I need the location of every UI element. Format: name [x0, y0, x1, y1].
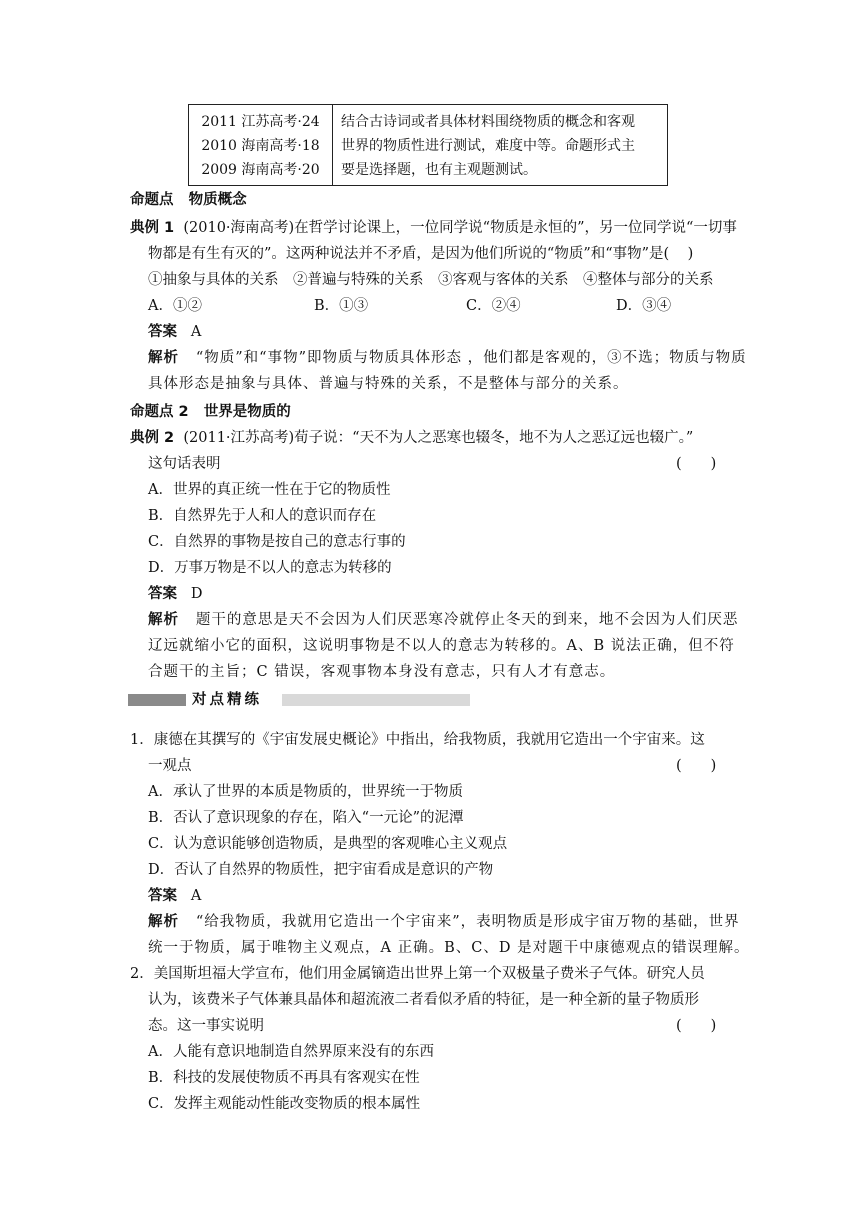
answer-paren: ( ) [676, 1018, 717, 1034]
example-stem-text: 这句话表明 [148, 456, 221, 472]
section-bar-left [128, 694, 186, 706]
example-stem-text: 物都是有生有灭的”。这两种说法并不矛盾，是因为他们所说的“物质”和“事物”是( [148, 246, 670, 262]
answer-label: 答案 [148, 586, 177, 602]
example-2-analysis [148, 610, 738, 630]
option-c: C．认为意识能够创造物质，是典型的客观唯心主义观点 [148, 836, 508, 852]
analysis-text: 具体形态是抽象与具体、普遍与特殊的关系，不是整体与部分的关系。 [148, 376, 629, 392]
point-title: 物质概念 [188, 192, 247, 208]
example-1-stem [130, 218, 737, 238]
section-title: 对点精练 [192, 692, 262, 708]
option-d: D．万事万物是不以人的意志为转移的 [148, 560, 392, 576]
analysis-text: 合题干的主旨；C 错误，客观事物本身没有意志，只有人才有意志。 [148, 664, 616, 680]
example-1-answer [148, 322, 201, 342]
exam-info-table [188, 104, 668, 186]
point-2-heading [130, 402, 291, 422]
analysis-label: 解析 [148, 914, 179, 930]
option-a: A．人能有意识地制造自然界原来没有的东西 [148, 1044, 434, 1060]
answer-value: A [190, 324, 202, 340]
analysis-label: 解析 [148, 612, 179, 628]
option-c: C．②④ [466, 298, 521, 314]
option-d: D．否认了自然界的物质性，把宇宙看成是意识的产物 [148, 862, 494, 878]
question-1-answer [148, 886, 201, 906]
analysis-text: 辽远就缩小它的面积，这说明事物是不以人的意志为转移的。A、B 说法正确，但不符 [148, 638, 735, 654]
answer-value: D [190, 586, 203, 602]
answer-value: A [190, 888, 202, 904]
option-b: B．自然界先于人和人的意识而存在 [148, 508, 377, 524]
analysis-label: 解析 [148, 350, 179, 366]
point-label: 命题点 2 [130, 404, 189, 420]
answer-paren: ( ) [676, 758, 717, 774]
answer-label: 答案 [148, 324, 177, 340]
example-1-analysis [148, 348, 747, 368]
example-2-stem [130, 428, 693, 448]
analysis-text: 题干的意思是天不会因为人们厌恶寒冷就停止冬天的到来，地不会因为人们厌恶 [195, 612, 739, 628]
option-b: B．否认了意识现象的存在，陷入“一元论”的泥潭 [148, 810, 464, 826]
point-1-heading [130, 190, 247, 210]
example-stem-text: (2010·海南高考)在哲学讨论课上，一位同学说“物质是永恒的”，另一位同学说“一切事 [183, 220, 737, 236]
example-stem-text: (2011·江苏高考)荀子说：“天不为人之恶寒也辍冬，地不为人之恶辽远也辍广。” [183, 430, 694, 446]
exam-description-line: 要是选择题，也有主观题测试。 [341, 162, 537, 178]
example-2-answer [148, 584, 202, 604]
answer-label: 答案 [148, 888, 177, 904]
option-d: D．③④ [616, 298, 672, 314]
option-a: A．承认了世界的本质是物质的，世界统一于物质 [148, 784, 463, 800]
example-1-stem-cont [148, 244, 693, 264]
example-label: 典例 2 [130, 430, 175, 446]
option-c: C．发挥主观能动性能改变物质的根本属性 [148, 1096, 421, 1112]
analysis-text: “给我物质，我就用它造出一个宇宙来”，表明物质是形成宇宙万物的基础，世界 [195, 914, 740, 930]
option-b: B．科技的发展使物质不再具有客观实在性 [148, 1070, 420, 1086]
exam-source-column [189, 105, 333, 185]
option-b: B．①③ [314, 298, 369, 314]
question-1-stem-cont: 一观点 [148, 758, 192, 774]
question-2-stem: 2．美国斯坦福大学宣布，他们用金属镝造出世界上第一个双极量子费米子气体。研究人员 [130, 966, 705, 982]
analysis-text: 统一于物质，属于唯物主义观点，A 正确。B、C、D 是对题干中康德观点的错误理解。 [148, 940, 750, 956]
question-1-analysis [148, 912, 740, 932]
option-a: A．世界的真正统一性在于它的物质性 [148, 482, 391, 498]
exam-source: 2010 海南高考·18 [201, 138, 320, 154]
section-bar-right [282, 694, 470, 706]
option-c: C．自然界的事物是按自己的意志行事的 [148, 534, 406, 550]
example-label: 典例 1 [130, 220, 175, 236]
exam-description-line: 结合古诗词或者具体材料围绕物质的概念和客观 [341, 114, 635, 130]
exam-description-line: 世界的物质性进行测试，难度中等。命题形式主 [341, 138, 635, 154]
example-1-items: ①抽象与具体的关系 ②普遍与特殊的关系 ③客观与客体的关系 ④整体与部分的关系 [148, 272, 714, 288]
exam-source: 2009 海南高考·20 [201, 162, 320, 178]
question-1-stem: 1．康德在其撰写的《宇宙发展史概论》中指出，给我物质，我就用它造出一个宇宙来。这 [130, 732, 705, 748]
question-2-stem-cont: 认为，该费米子气体兼具晶体和超流液二者看似矛盾的特征，是一种全新的量子物质形 [148, 992, 699, 1008]
option-a: A．①② [148, 298, 202, 314]
analysis-text: “物质”和“事物”即物质与物质具体形态 ，他们都是客观的，③不选；物质与物质 [195, 350, 747, 366]
point-title: 世界是物质的 [203, 404, 291, 420]
question-2-stem-cont: 态。这一事实说明 [148, 1018, 264, 1034]
answer-paren: ) [687, 246, 694, 262]
answer-paren: ( ) [676, 456, 717, 472]
point-label: 命题点 [130, 192, 174, 208]
exam-source: 2011 江苏高考·24 [201, 114, 320, 130]
